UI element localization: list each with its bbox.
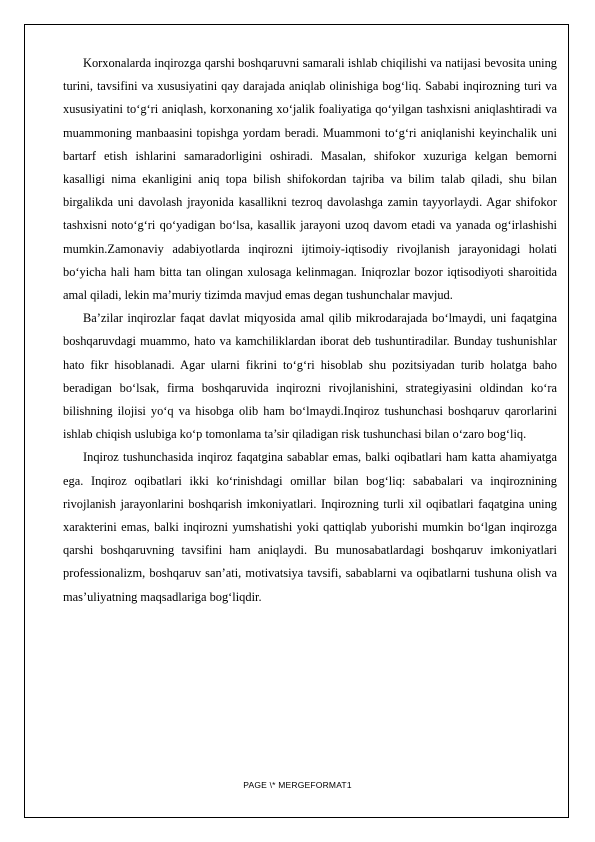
paragraph-3: Inqiroz tushunchasida inqiroz faqatgina sabablar emas, balki oqibatlari ham katta ahamiyatga ega. Inqiroz oqibatlari ikki ko‘rinishdagi omillar bilan bog‘liq: sababalari va inqiroznining rivojlanish jarayonlarini boshqarish imkoniyatlari. Inqirozning turli xil oqibatlari faqatgina uning xarakterini emas, balki inqirozni yumshatishi yoki qattiqlab yuborishi mumkin bo‘lgan inqirozga qarshi boshqaruvning tavsifini ham aniqlaydi. Bu munosabatlardagi boshqaruv imkoniyatlari professionalizm, boshqaruv san’ati, motivatsiya tavsifi, sabablarni va oqibatlarni tushuna olish va mas’uliyatning maqsadlariga bog‘liqdir. xyxy=(63,450,557,604)
page-footer-field: PAGE \* MERGEFORMAT1 xyxy=(243,780,352,790)
paragraph-2: Ba’zilar inqirozlar faqat davlat miqyosida amal qilib mikrodarajada bo‘lmaydi, uni faqatgina boshqaruvdagi muammo, hato va kamchiliklardan iborat deb tushuntiradilar. Bunday tushunishlar hato fikr hisoblanadi. Agar ularni fikrini to‘g‘ri hisoblab shu pozitsiyadan turib holatga baho beradigan bo‘lsak, firma boshqaruvida inqirozni rivojlanishini, strategiyasini oldindan ko‘ra bilishning ilojisi yo‘q va hisobga olib ham bo‘lmaydi.Inqiroz tushunchasi boshqaruv qarorlarini ishlab chiqish uslubiga ko‘p tomonlama ta’sir qiladigan risk tushunchasi bilan o‘zaro bog‘liq. xyxy=(63,311,557,442)
paragraph-1: Korxonalarda inqirozga qarshi boshqaruvni samarali ishlab chiqilishi va natijasi bevosita uning turini, tavsifini va xususiyatini qay darajada aniqlab olinishiga bog‘liq. Sababi inqirozning turi va xususiyatini to‘g‘ri aniqlash, korxonaning xo‘jalik foaliyatiga qo‘yilgan tashxisni aniqlashtiradi va muammoning manbaasini topishga yordam beradi. Muammoni to‘g‘ri aniqlanishi keyinchalik uni bartarf etish ishlarini samaradorligini oshiradi. Masalan, shifokor xuzuriga kelgan bemorni kasalligi nima ekanligini aniq topa bilish shifokordan tajriba va bilim talab qiladi, shu bilan birgalikda uni davolash jrayonida kasallikni tezroq davolashga zamin tayyorlaydi. Agar shifokor tashxisni noto‘g‘ri qo‘yadigan bo‘lsa, kasallik jarayoni uzoq davom etadi va yanada og‘irlashishi mumkin.Zamonaviy adabiyotlarda inqirozni ijtimoiy-iqtisodiy rivojlanish jarayonidagi holati bo‘yicha hali ham bitta tan olingan xulosaga kelinmagan. Iniqrozlar bozor iqtisodiyoti sharoitida amal qiladi, lekin ma’muriy tizimda mavjud emas degan tushunchalar mavjud. xyxy=(63,56,557,303)
document-body xyxy=(63,52,557,609)
